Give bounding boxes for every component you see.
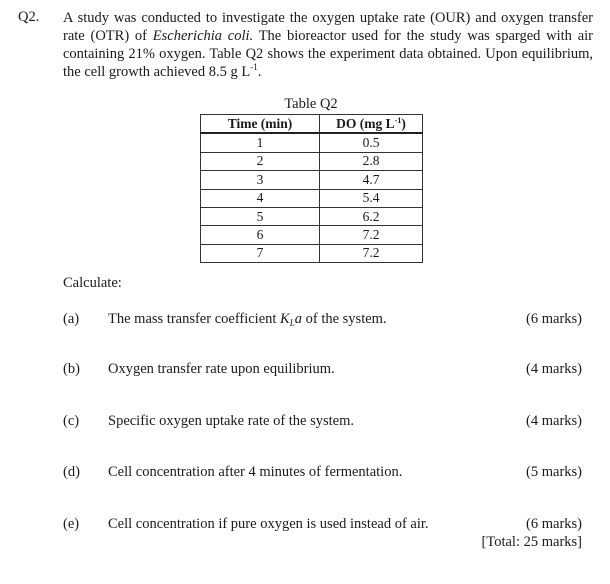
part-a-text-after: of the system. — [301, 311, 387, 327]
cell-time: 4 — [201, 189, 320, 207]
cell-do: 0.5 — [320, 133, 423, 152]
part-b — [0, 361, 610, 381]
part-a — [0, 311, 610, 331]
part-c — [0, 413, 610, 433]
calculate-label: Calculate: — [63, 275, 122, 291]
header-do-end: ) — [401, 115, 406, 131]
part-label: (b) — [63, 361, 80, 377]
data-table — [200, 114, 423, 263]
table-row — [201, 189, 423, 207]
cell-do: 2.8 — [320, 152, 423, 170]
table-row — [201, 133, 423, 152]
header-do — [320, 115, 423, 134]
cell-time: 7 — [201, 244, 320, 262]
intro-suffix: . — [257, 64, 262, 80]
part-marks: (5 marks) — [526, 464, 582, 480]
part-a-text-before: The mass transfer coefficient — [108, 311, 281, 327]
table-body — [201, 133, 423, 262]
table-row — [201, 226, 423, 244]
intro-prefix: A study was conducted to investigate the oxygen uptake rate (OUR) and oxygen transfer rate (OTR) of — [63, 10, 593, 44]
part-label: (a) — [63, 311, 80, 327]
var-a: a — [294, 311, 302, 327]
cell-do: 4.7 — [320, 171, 423, 189]
table-row — [201, 207, 423, 225]
table-header-row — [201, 115, 423, 134]
part-text: Cell concentration after 4 minutes of fermentation. — [108, 464, 403, 480]
part-text: Cell concentration if pure oxygen is used instead of air. — [108, 516, 429, 532]
header-time: Time (min) — [201, 115, 320, 134]
part-marks: (4 marks) — [526, 413, 582, 429]
part-label: (d) — [63, 464, 80, 480]
intro-exponent: -1 — [250, 62, 258, 72]
table-row — [201, 171, 423, 189]
organism-name: Escherichia coli. — [152, 28, 254, 44]
var-k-sub: L — [289, 318, 295, 328]
part-label: (c) — [63, 413, 80, 429]
part-marks: (4 marks) — [526, 361, 582, 377]
table-caption: Table Q2 — [284, 96, 338, 112]
part-marks: (6 marks) — [526, 516, 582, 532]
table-row — [201, 152, 423, 170]
part-text — [108, 311, 387, 328]
cell-do: 7.2 — [320, 244, 423, 262]
table-row — [201, 244, 423, 262]
cell-time: 2 — [201, 152, 320, 170]
intro-middle: The bioreactor used for the study was sparged with air containing 21% oxygen. Table Q2 shows the experiment data obtained. Upon equilibrium, the cell growth achieved 8.5 g L — [63, 28, 593, 80]
cell-time: 6 — [201, 226, 320, 244]
part-marks: (6 marks) — [526, 311, 582, 327]
var-k: K — [280, 311, 290, 327]
header-do-base: DO (mg L — [336, 115, 395, 131]
header-do-exp: -1 — [394, 115, 402, 125]
part-text: Oxygen transfer rate upon equilibrium. — [108, 361, 335, 377]
total-marks: [Total: 25 marks] — [481, 534, 582, 550]
cell-do: 6.2 — [320, 207, 423, 225]
question-number: Q2. — [18, 9, 40, 25]
cell-do: 5.4 — [320, 189, 423, 207]
cell-time: 1 — [201, 133, 320, 152]
part-d — [0, 464, 610, 484]
part-label: (e) — [63, 516, 80, 532]
part-e — [0, 516, 610, 536]
cell-time: 5 — [201, 207, 320, 225]
part-text: Specific oxygen uptake rate of the system. — [108, 413, 355, 429]
question-intro — [63, 9, 593, 81]
cell-time: 3 — [201, 171, 320, 189]
cell-do: 7.2 — [320, 226, 423, 244]
